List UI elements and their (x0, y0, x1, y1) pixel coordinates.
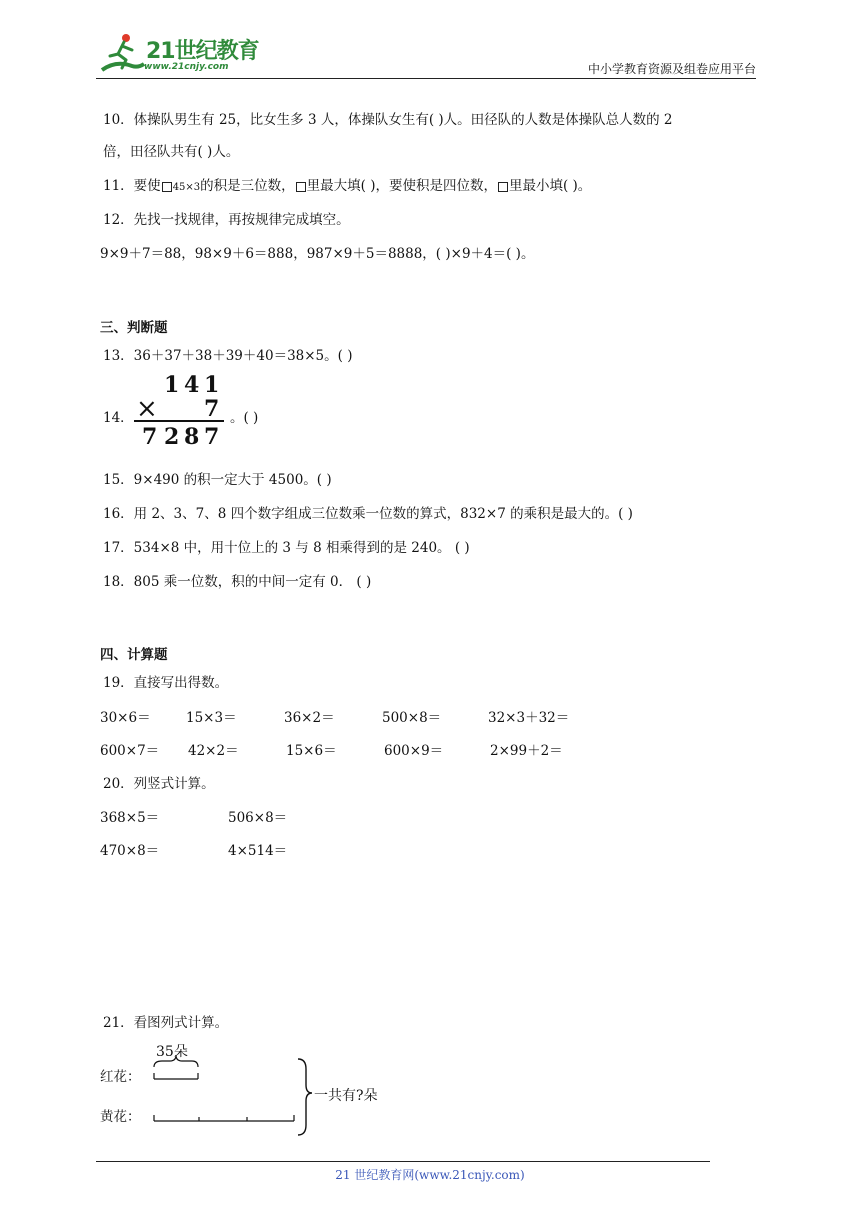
multiplicand-digit: 1 (204, 372, 220, 398)
question-20: 20．列竖式计算。 (103, 776, 215, 792)
question-11-part-a: 11．要使 (103, 178, 161, 194)
calc-item: 15×6＝ (286, 743, 337, 759)
blank-box-icon (162, 182, 172, 192)
question-13: 13．36＋37＋38＋39＋40＝38×5。( ) (103, 348, 353, 364)
question-14-number: 14． (103, 410, 134, 426)
multiplier-digit: 7 (204, 396, 220, 422)
blank-box-icon (498, 182, 508, 192)
total-question-label: 一共有?朵 (314, 1088, 378, 1104)
flower-diagram (96, 1035, 416, 1145)
question-17: 17．534×8 中，用十位上的 3 与 8 相乘得到的是 240。 ( ) (103, 540, 470, 556)
calc-item: 600×9＝ (384, 743, 444, 759)
question-11 (103, 174, 591, 194)
blank-box-icon (296, 182, 306, 192)
question-11-part-e: 里最小填( )。 (508, 178, 592, 194)
question-15: 15．9×490 的积一定大于 4500。( ) (103, 472, 332, 488)
product-digit: 8 (184, 424, 200, 450)
calc-item: 2×99＋2＝ (490, 743, 563, 759)
section-3-heading: 三、判断题 (100, 320, 168, 336)
question-11-part-d: 里最大填( )，要使积是四位数， (306, 178, 497, 194)
calc-item: 500×8＝ (382, 710, 442, 726)
product-digit: 7 (142, 424, 158, 450)
yellow-flower-label: 黄花： (100, 1109, 141, 1125)
question-11-part-c: 的积是三位数， (200, 178, 295, 194)
red-flower-label: 红花： (100, 1069, 141, 1085)
result-line (134, 420, 224, 422)
section-4-heading: 四、计算题 (100, 647, 168, 663)
question-19: 19．直接写出得数。 (103, 675, 229, 691)
question-10-line-1: 10．体操队男生有 25，比女生多 3 人，体操队女生有( )人。田径队的人数是体操队总人数的 2 (103, 112, 673, 128)
red-count-label: 35朵 (156, 1044, 188, 1060)
logo-text: 21世纪教育 (146, 39, 259, 64)
question-11-expression: 45×3 (172, 182, 201, 193)
question-16: 16．用 2、3、7、8 四个数字组成三位数乘一位数的算式，832×7 的乘积是最大的。( ) (103, 506, 633, 522)
question-14-blank: 。( ) (230, 410, 259, 426)
product-digit: 7 (204, 424, 220, 450)
product-digit: 2 (164, 424, 180, 450)
vertical-calc-item: 368×5＝ (100, 810, 160, 826)
question-18: 18．805 乘一位数，积的中间一定有 0． ( ) (103, 574, 372, 590)
question-21: 21．看图列式计算。 (103, 1015, 229, 1031)
question-10-line-2: 倍，田径队共有( )人。 (103, 144, 240, 160)
vertical-calc-item: 470×8＝ (100, 843, 160, 859)
header-divider (96, 78, 756, 79)
site-logo (96, 30, 266, 80)
runner-logo-icon (96, 30, 146, 76)
calc-item: 30×6＝ (100, 710, 151, 726)
question-12: 12．先找一找规律，再按规律完成填空。 (103, 212, 350, 228)
multiply-sign: × (136, 394, 158, 424)
calc-item: 36×2＝ (284, 710, 335, 726)
bar-diagram-lines (96, 1035, 416, 1145)
multiplicand-digit: 4 (184, 372, 200, 398)
calc-item: 42×2＝ (188, 743, 239, 759)
red-brace-icon (154, 1055, 198, 1067)
question-12-pattern: 9×9＋7＝88，98×9＋6＝888，987×9＋5＝8888，( )×9＋4＝( )。 (100, 246, 535, 262)
multiplicand-digit: 1 (164, 372, 180, 398)
calc-item: 600×7＝ (100, 743, 160, 759)
calc-item: 15×3＝ (186, 710, 237, 726)
vertical-calc-item: 506×8＝ (228, 810, 288, 826)
footer-divider (96, 1161, 710, 1162)
calc-item: 32×3＋32＝ (488, 710, 570, 726)
vertical-calc-item: 4×514＝ (228, 843, 288, 859)
platform-title: 中小学教育资源及组卷应用平台 (587, 62, 756, 76)
footer-link[interactable]: 21 世纪教育网(www.21cnjy.com) (335, 1168, 525, 1182)
right-brace-icon (298, 1059, 312, 1135)
logo-url: www.21cnjy.com (144, 62, 229, 72)
vertical-multiplication (128, 372, 228, 450)
